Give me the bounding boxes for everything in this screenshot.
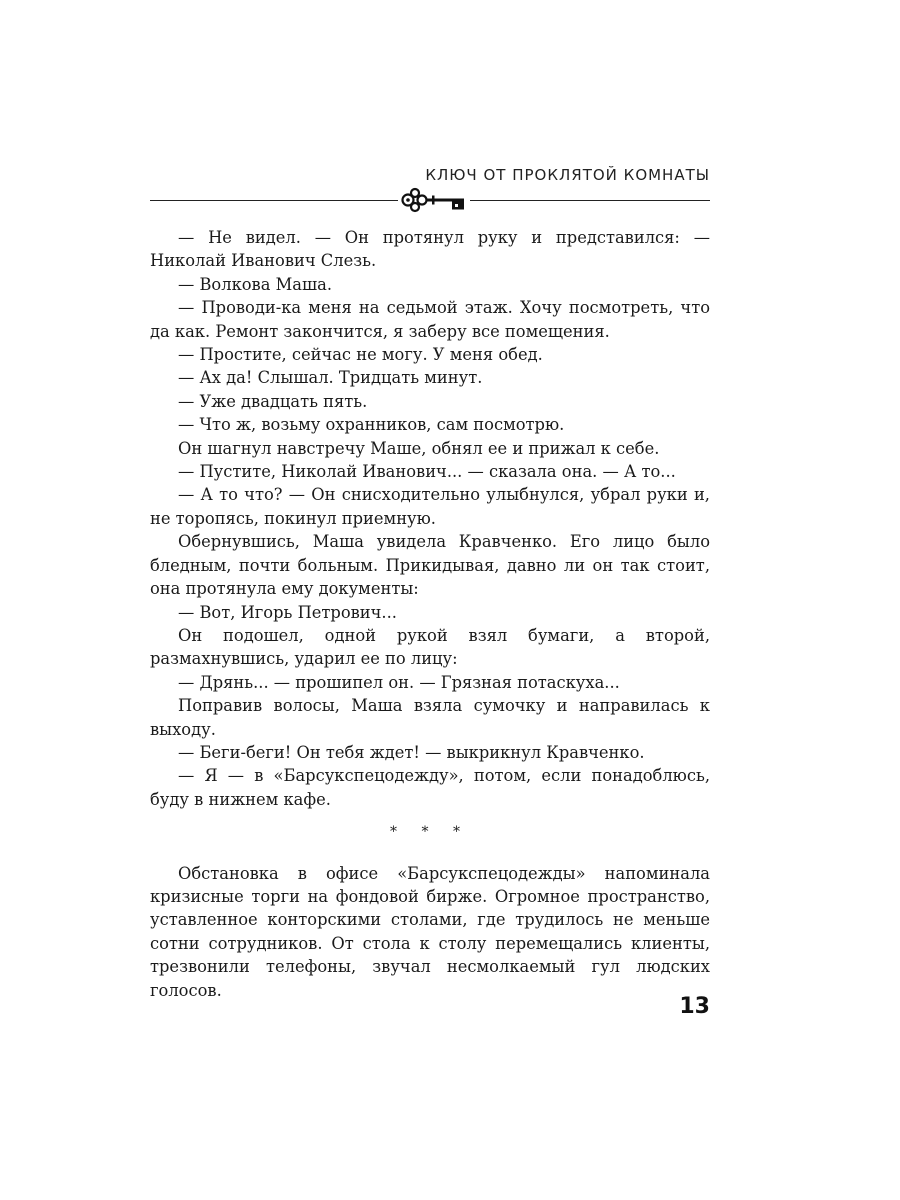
- paragraph: Он подошел, одной рукой взял бумаги, а второй, размахнувшись, ударил ее по лицу:: [150, 625, 710, 669]
- running-head: КЛЮЧ ОТ ПРОКЛЯТОЙ КОМНАТЫ: [425, 166, 710, 184]
- body-text: [150, 226, 710, 1002]
- paragraph: — Не видел. — Он протянул руку и представился: — Николай Иванович Слезь.: [150, 228, 710, 271]
- key-icon: [398, 186, 470, 214]
- paragraph: — Ах да! Слышал. Тридцать минут.: [178, 368, 483, 388]
- paragraph: — Пустите, Николай Иванович... — сказала она. — А то...: [178, 462, 676, 482]
- paragraph: — Уже двадцать пять.: [178, 391, 368, 411]
- paragraph: — Простите, сейчас не могу. У меня обед.: [178, 345, 543, 365]
- paragraph: — Волкова Маша.: [178, 274, 332, 294]
- paragraph: Обстановка в офисе «Барсукспецодежды» напоминала кризисные торги на фондовой бирже. Огромное пространство, уставленное конторскими столами, где трудилось не меньше сотни сотрудников. От стола к столу перемещались клиенты, трезвонили телефоны, звучал несмолкаемый гул людских голосов.: [150, 863, 710, 1000]
- paragraph: Он шагнул навстречу Маше, обнял ее и прижал к себе.: [178, 438, 660, 458]
- paragraph: — Проводи-ка меня на седьмой этаж. Хочу посмотреть, что да как. Ремонт закончится, я заберу все помещения.: [150, 298, 710, 341]
- page-number: 13: [679, 994, 710, 1019]
- paragraph: — Дрянь... — прошипел он. — Грязная потаскуха...: [178, 672, 620, 692]
- paragraph: — Беги-беги! Он тебя ждет! — выкрикнул Кравченко.: [178, 742, 645, 762]
- section-separator: * * *: [390, 824, 470, 841]
- paragraph: — А то что? — Он снисходительно улыбнулся, убрал руки и, не торопясь, покинул приемную.: [150, 485, 710, 528]
- paragraph: — Что ж, возьму охранников, сам посмотрю.: [178, 415, 565, 435]
- paragraph: Поправив волосы, Маша взяла сумочку и направилась к выходу.: [150, 696, 710, 739]
- paragraph: — Вот, Игорь Петрович...: [178, 602, 397, 622]
- paragraph: — Я — в «Барсукспецодежду», потом, если понадоблюсь, буду в нижнем кафе.: [150, 766, 710, 809]
- paragraph: Обернувшись, Маша увидела Кравченко. Его лицо было бледным, почти больным. Прикидывая, давно ли он так стоит, она протянула ему документы:: [150, 532, 710, 599]
